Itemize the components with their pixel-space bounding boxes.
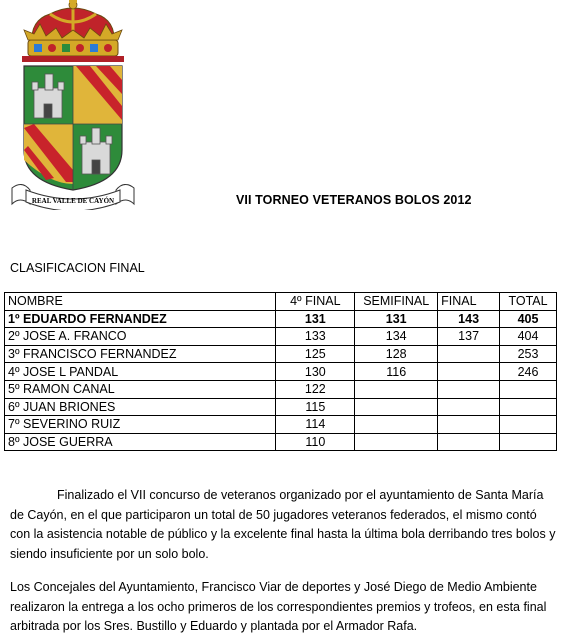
table-row: [5, 310, 557, 328]
column-header-name: NOMBRE: [5, 293, 276, 311]
logo-motto-text: REAL VALLE DE CAYÓN: [31, 197, 115, 205]
cell-semifinal: 134: [355, 328, 438, 346]
column-header-final: FINAL: [438, 293, 500, 311]
column-header-total: TOTAL: [500, 293, 557, 311]
cell-quarterfinal: 110: [276, 433, 355, 451]
cell-final: [438, 398, 500, 416]
cell-name: 4º JOSE L PANDAL: [5, 363, 276, 381]
table-row: [5, 380, 557, 398]
cell-total: [500, 416, 557, 434]
section-title: CLASIFICACION FINAL: [10, 261, 145, 275]
cell-semifinal: 131: [355, 310, 438, 328]
cell-quarterfinal: 131: [276, 310, 355, 328]
table-header-row: [5, 293, 557, 311]
cell-final: [438, 363, 500, 381]
cell-semifinal: [355, 380, 438, 398]
table-row: [5, 416, 557, 434]
cell-quarterfinal: 114: [276, 416, 355, 434]
column-header-semifinal: SEMIFINAL: [355, 293, 438, 311]
table-row: [5, 398, 557, 416]
body-paragraph-1: Finalizado el VII concurso de veteranos organizado por el ayuntamiento de Santa María de Cayón, en el que participaron un total de 50 jugadores veteranos federados, el mismo contó con la asistencia notable de público y la excelente final hasta la última bola derribando tres bolos y siendo insuficiente por un solo bolo.: [10, 488, 556, 561]
cell-quarterfinal: 125: [276, 345, 355, 363]
cell-semifinal: [355, 398, 438, 416]
cell-quarterfinal: 130: [276, 363, 355, 381]
cell-semifinal: [355, 433, 438, 451]
cell-name: 8º JOSE GUERRA: [5, 433, 276, 451]
cell-total: 405: [500, 310, 557, 328]
cell-final: [438, 345, 500, 363]
cell-total: 404: [500, 328, 557, 346]
cell-final: 137: [438, 328, 500, 346]
table-row: [5, 363, 557, 381]
cell-semifinal: 128: [355, 345, 438, 363]
cell-final: [438, 416, 500, 434]
cell-quarterfinal: 133: [276, 328, 355, 346]
body-paragraph-2: Los Concejales del Ayuntamiento, Francisco Viar de deportes y José Diego de Medio Ambiente realizaron la entrega a los ocho primeros de los correspondientes premios y trofeos, en esta final arbitrada por los Sres. Bustillo y Eduardo y plantada por el Armador Rafa.: [10, 580, 547, 633]
cell-total: [500, 380, 557, 398]
column-header-quarterfinal: 4º FINAL: [276, 293, 355, 311]
cell-name: 1º EDUARDO FERNANDEZ: [5, 310, 276, 328]
results-table: [4, 292, 557, 451]
cell-final: 143: [438, 310, 500, 328]
cell-name: 5º RAMON CANAL: [5, 380, 276, 398]
cell-total: 253: [500, 345, 557, 363]
cell-name: 3º FRANCISCO FERNANDEZ: [5, 345, 276, 363]
cell-quarterfinal: 122: [276, 380, 355, 398]
cell-total: [500, 398, 557, 416]
cell-total: 246: [500, 363, 557, 381]
crown-icon: [22, 0, 124, 62]
cell-semifinal: 116: [355, 363, 438, 381]
table-row: [5, 328, 557, 346]
cell-name: 7º SEVERINO RUIZ: [5, 416, 276, 434]
cell-quarterfinal: 115: [276, 398, 355, 416]
coat-of-arms-logo: [10, 0, 136, 210]
cell-semifinal: [355, 416, 438, 434]
shield-icon: [24, 66, 122, 190]
cell-name: 6º JUAN BRIONES: [5, 398, 276, 416]
table-row: [5, 345, 557, 363]
page-title: VII TORNEO VETERANOS BOLOS 2012: [236, 193, 472, 207]
cell-name: 2º JOSE A. FRANCO: [5, 328, 276, 346]
cell-total: [500, 433, 557, 451]
cell-final: [438, 380, 500, 398]
cell-final: [438, 433, 500, 451]
table-row: [5, 433, 557, 451]
